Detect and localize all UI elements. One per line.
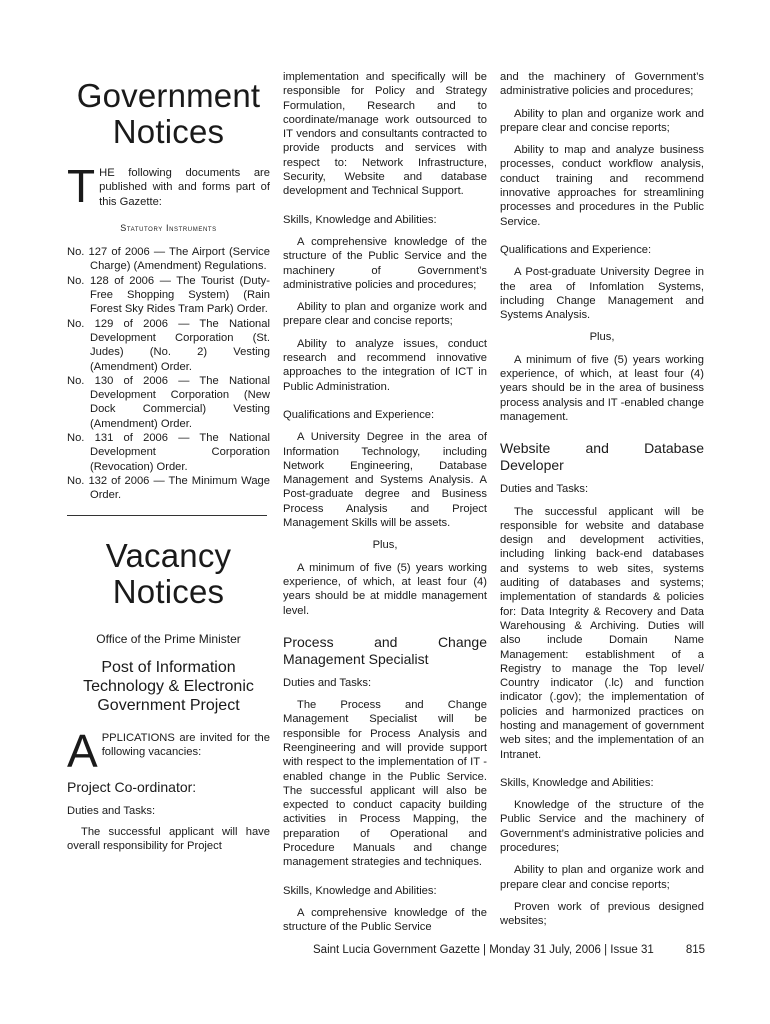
vacancy-notices-title <box>67 538 270 610</box>
footer-text: Saint Lucia Government Gazette | Monday 31 July, 2006 | Issue 31 <box>313 944 654 956</box>
skills-label: Skills, Knowledge and Abilities: <box>283 884 437 897</box>
qualification-item: A minimum of five (5) years working experience, of which, at least four (4) years should be at middle management level. <box>283 561 487 617</box>
wdd-duties-text: The successful applicant will be responsible for website and database design and development activities, including linking back-end databases and systems to web sites, systems auditing of databases and systems; implementation of standards & policies for: Data Integrity & Recovery and Data Warehousing & Archiving. Duties will also include Domain Name Management: establishment of a Registry to manage the Top level/ Country indicator (.lc) and function indicator (.gov); the implementation of policies and harmonized practices on hosting and management of government web sites; and the implementation of an Intranet. <box>500 505 704 761</box>
page-number: 815 <box>685 944 705 956</box>
government-notices-title <box>67 78 270 150</box>
pc-duties-text: The successful applicant will have overall responsibility for Project <box>67 826 270 853</box>
title-line-2: Notices <box>112 113 225 150</box>
plus-label: Plus, <box>589 331 615 344</box>
instrument-item: No. 131 of 2006 — The National Development Corporation (Revocation) Order. <box>67 432 270 473</box>
skill-item: A comprehensive knowledge of the structure of the Public Service <box>283 906 487 934</box>
skill-item: Knowledge of the structure of the Public Service and the machinery of Government’s administrative policies and procedures; <box>500 799 704 855</box>
skill-item: Ability to analyze issues, conduct research and recommend innovative approaches to the integration of ICT in Public Administration. <box>283 337 487 393</box>
skill-item: Ability to plan and organize work and prepare clear and concise reports; <box>500 864 704 891</box>
project-coordinator-heading: Project Co-ordinator: <box>67 778 197 795</box>
skills-label: Skills, Knowledge and Abilities: <box>500 776 654 789</box>
instrument-item: No. 127 of 2006 — The Airport (Service Charge) (Amendment) Regulations. <box>67 246 270 273</box>
intro-paragraph <box>67 160 270 212</box>
wdd-heading: Website and Database Developer <box>500 440 704 474</box>
title-line-1: Vacancy <box>105 536 232 574</box>
dropcap: A <box>67 724 98 777</box>
page-footer <box>313 944 705 956</box>
qualifications-label: Qualifications and Experience: <box>500 243 652 256</box>
office-name: Office of the Prime Minister <box>96 631 241 646</box>
dropcap: T <box>67 160 96 212</box>
instrument-item: No. 130 of 2006 — The National Development Corporation (New Dock Commercial) Vesting (Amendment) Order. <box>67 374 270 430</box>
skill-item: Ability to plan and organize work and prepare clear and concise reports; <box>500 107 704 134</box>
instrument-item: No. 129 of 2006 — The National Development Corporation (St. Judes) (No. 2) Vesting (Amendment) Order. <box>67 317 270 373</box>
column-2 <box>283 70 487 935</box>
skill-item: Ability to plan and organize work and prepare clear and concise reports; <box>283 301 487 328</box>
post-title: Post of Information Technology & Electronic Government Project <box>83 658 254 714</box>
intro-text: HE following documents are published with and forms part of this Gazette: <box>99 167 270 208</box>
divider <box>67 515 267 516</box>
qualification-item: A Post-graduate University Degree in the area of Infomlation Systems, including Change Management and Systems Analysis. <box>500 266 704 322</box>
plus-label: Plus, <box>372 539 398 552</box>
duties-label: Duties and Tasks: <box>500 483 589 496</box>
statutory-heading: Statutory Instruments <box>120 222 217 233</box>
skill-item: Proven work of previous designed websites; <box>500 900 704 928</box>
instrument-list <box>67 245 270 502</box>
instrument-item: No. 128 of 2006 — The Tourist (Duty-Free Shopping System) (Rain Forest Sky Rides Tram Park) Order. <box>67 274 270 316</box>
skills-label: Skills, Knowledge and Abilities: <box>283 213 437 226</box>
continued-text: and the machinery of Government’s administrative policies and procedures; <box>500 71 704 98</box>
instrument-item: No. 132 of 2006 — The Minimum Wage Order. <box>67 474 270 502</box>
duties-label: Duties and Tasks: <box>67 804 156 817</box>
pcm-duties-text: The Process and Change Management Specialist will be responsible for Process Analysis and Reengineering and will provide support with respect to the implementation of IT -enabled change in the Public Service. The successful applicant will also be expected to conduct capacity building activities in Process Mapping, the preparation of Operational and Procedure Manuals and change management strategies and techniques. <box>283 699 487 869</box>
qualification-item: A University Degree in the area of Information Technology, including Network Engineering, Database Management and Systems Analysis. A Post-graduate degree and Business Process Analysis and Project Management Skills will be assets. <box>283 431 487 530</box>
column-3 <box>500 70 704 929</box>
continued-text: implementation and specifically will be responsible for Policy and Strategy Formulation, Research and to coordinate/manage work outsourced to IT vendors and consultants contracted to provide products and services with respect to: Network Infrastructure, Security, Website and database development and Technical Support. <box>283 71 487 198</box>
column-1 <box>67 70 270 854</box>
title-line-2: Notices <box>112 572 225 610</box>
duties-label: Duties and Tasks: <box>283 676 372 689</box>
pcm-heading: Process and Change Management Specialist <box>283 633 487 667</box>
skill-item: Ability to map and analyze business processes, conduct workflow analysis, conduct training and recommend innovative approaches for streamlining processes and procedures in the Public Service. <box>500 144 704 228</box>
title-line-1: Government <box>76 77 261 114</box>
applications-text: PPLICATIONS are invited for the following vacancies: <box>101 731 270 759</box>
skill-item: A comprehensive knowledge of the structure of the Public Service and the machinery of Government’s administrative policies and procedures; <box>283 235 487 291</box>
qualifications-label: Qualifications and Experience: <box>283 408 435 421</box>
applications-paragraph <box>67 724 270 777</box>
qualification-item: A minimum of five (5) years working experience, of which, at least four (4) years should be in the area of business process analysis and IT -enabled change management. <box>500 353 704 423</box>
